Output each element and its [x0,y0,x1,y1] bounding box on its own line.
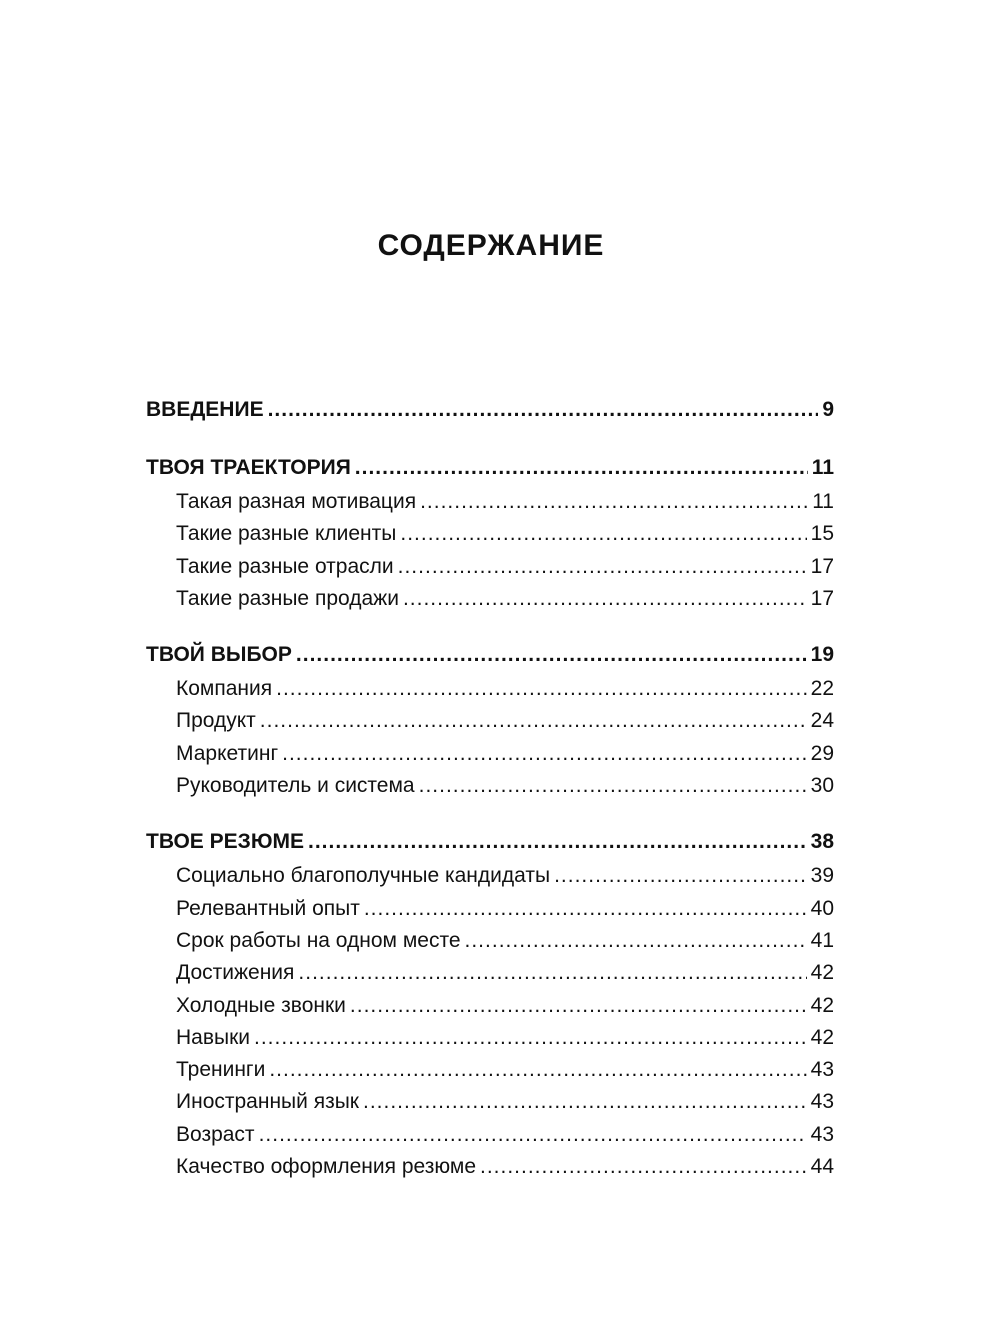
dot-leader [282,738,807,770]
dot-leader [420,486,808,518]
dot-leader [269,1054,806,1086]
dot-leader [465,925,807,957]
toc-item-row[interactable] [146,925,834,957]
toc-page-number: 44 [810,1155,834,1179]
toc-item-label: Продукт [176,709,256,733]
toc-item-row[interactable] [146,705,834,737]
toc-page-number: 40 [810,896,834,920]
toc-item-row[interactable] [146,770,834,802]
toc-page-number: 9 [822,398,834,421]
toc-item-row[interactable] [146,1022,834,1054]
toc-item-row[interactable] [146,860,834,892]
toc-item-label: Срок работы на одном месте [176,928,461,952]
toc-item-label: Релевантный опыт [176,896,360,920]
toc-page-number: 29 [810,741,834,765]
toc-page-number: 17 [810,554,834,578]
toc-chapter-label: ТВОЯ ТРАЕКТОРИЯ [146,456,351,479]
dot-leader [364,893,807,925]
dot-leader [363,1086,807,1118]
toc-page-number: 42 [810,961,834,985]
toc-item-row[interactable] [146,893,834,925]
toc-item-row[interactable] [146,518,834,550]
dot-leader [554,860,807,892]
toc-item-row[interactable] [146,486,834,518]
toc-page-number: 24 [810,709,834,733]
dot-leader [398,551,807,583]
toc-page-number: 15 [810,522,834,546]
toc-page-number: 22 [810,677,834,701]
toc-item-label: Такие разные клиенты [176,522,397,546]
toc-page-number: 11 [811,456,834,479]
dot-leader [260,705,807,737]
toc-page-number: 43 [810,1058,834,1082]
dot-leader [308,824,807,860]
toc-item-label: Компания [176,677,273,701]
toc-page-number: 11 [812,490,834,513]
toc-item-label: Маркетинг [176,741,279,765]
toc-item-row[interactable] [146,738,834,770]
page-title: СОДЕРЖАНИЕ [377,229,605,262]
toc-item-label: Навыки [176,1025,251,1049]
dot-leader [350,990,807,1022]
dot-leader [480,1151,807,1183]
toc-page-number: 41 [810,928,834,952]
toc-item-row[interactable] [146,583,834,615]
dot-leader [268,392,819,428]
toc-chapter-row[interactable] [146,637,834,673]
toc-section-choice [146,637,834,802]
toc-page-number: 43 [810,1122,834,1146]
toc-chapter-row[interactable] [146,450,834,486]
toc-item-label: Достижения [176,961,295,985]
toc-page-number: 17 [810,586,834,610]
dot-leader [355,450,808,486]
table-of-contents [146,392,834,1205]
toc-page-number: 42 [810,993,834,1017]
toc-item-row[interactable] [146,1086,834,1118]
toc-item-label: Иностранный язык [176,1090,359,1114]
toc-section-resume [146,824,834,1183]
toc-page-number: 38 [810,830,834,854]
dot-leader [259,1119,807,1151]
toc-item-label: Качество оформления резюме [176,1155,476,1179]
toc-item-label: Такие разные продажи [176,586,399,610]
toc-chapter-label: ВВЕДЕНИЕ [146,398,264,421]
toc-item-row[interactable] [146,1054,834,1086]
toc-section-introduction [146,392,834,428]
toc-item-row[interactable] [146,673,834,705]
toc-item-row[interactable] [146,990,834,1022]
toc-item-label: Руководитель и система [176,774,415,798]
toc-chapter-label: ТВОЙ ВЫБОР [146,643,292,667]
toc-item-label: Такие разные отрасли [176,554,394,578]
toc-item-row[interactable] [146,957,834,989]
toc-item-row[interactable] [146,1151,834,1183]
toc-page-number: 39 [810,864,834,888]
toc-page-number: 19 [810,643,834,667]
dot-leader [254,1022,807,1054]
toc-chapter-label: ТВОЕ РЕЗЮМЕ [146,830,304,854]
toc-page-number: 42 [810,1025,834,1049]
toc-item-label: Холодные звонки [176,993,346,1017]
toc-item-label: Такая разная мотивация [176,490,417,513]
toc-item-label: Возраст [176,1122,255,1146]
toc-section-trajectory [146,450,834,615]
toc-item-row[interactable] [146,1119,834,1151]
dot-leader [296,637,807,673]
dot-leader [400,518,806,550]
dot-leader [419,770,807,802]
toc-chapter-row[interactable] [146,824,834,860]
toc-item-row[interactable] [146,551,834,583]
toc-item-label: Тренинги [176,1058,266,1082]
toc-page-number: 30 [810,774,834,798]
dot-leader [276,673,807,705]
dot-leader [403,583,807,615]
toc-page-number: 43 [810,1090,834,1114]
toc-item-label: Социально благополучные кандидаты [176,864,551,888]
dot-leader [298,957,806,989]
toc-chapter-row[interactable] [146,392,834,428]
